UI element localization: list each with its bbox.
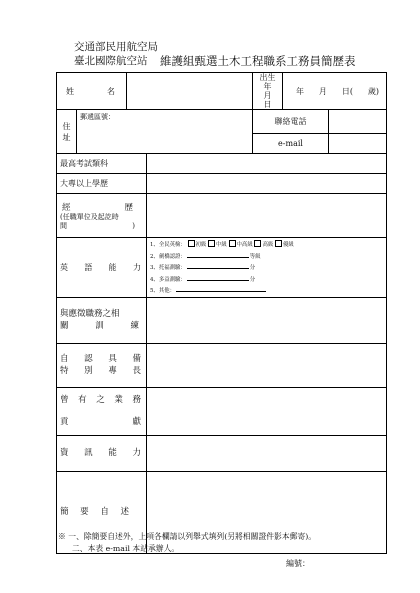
checkbox-level-1[interactable] (188, 240, 195, 247)
name-label: 姓 名 (57, 73, 127, 110)
address-field[interactable] (77, 110, 253, 154)
autobiography-label: 簡 要 自 述 (57, 471, 147, 553)
email-label: e-mail (253, 134, 329, 154)
checkbox-level-3[interactable] (229, 240, 236, 247)
phone-field[interactable] (329, 110, 387, 134)
checkbox-level-2[interactable] (208, 240, 215, 247)
birth-label: 出生年 月 日 (253, 73, 283, 110)
phone-label: 聯絡電話 (253, 110, 329, 134)
specialty-field[interactable] (147, 343, 387, 387)
row-contribution (57, 387, 387, 435)
specialty-label: 自 認 具 備 特 別 專 長 (57, 343, 147, 387)
contribution-label: 曾 有 之 業 務 貢 獻 (57, 387, 147, 435)
row-exam (57, 154, 387, 174)
toefl-blank[interactable] (187, 262, 249, 269)
checkbox-level-4[interactable] (254, 240, 261, 247)
row-experience (57, 194, 387, 238)
form-title: 維護組甄選土木工程職系工務員簡歷表 (160, 54, 356, 68)
english-field (147, 238, 387, 298)
english-label: 英 語 能 力 (57, 238, 147, 298)
row-it (57, 435, 387, 471)
cambridge-blank[interactable] (187, 251, 249, 258)
checkbox-level-5[interactable] (275, 240, 282, 247)
footer-note-2: 二、本表 e-mail 本站承辦人。 (72, 544, 180, 553)
row-training (57, 297, 387, 343)
experience-field[interactable] (147, 194, 387, 238)
org-line-2: 臺北國際航空站 (74, 55, 148, 67)
resume-table (56, 72, 387, 554)
exam-field[interactable] (147, 154, 387, 174)
other-blank[interactable] (176, 285, 266, 292)
name-field[interactable] (127, 73, 253, 110)
contribution-field[interactable] (147, 387, 387, 435)
row-college (57, 174, 387, 194)
training-label: 與應徵職務之相 關 訓 練 (57, 297, 147, 343)
exam-label: 最高考試類科 (57, 154, 147, 174)
footer-note-1: ※ 一、除簡要自述外，上項各欄請以列舉式填列(另將相關證件影本郵寄)。 (58, 532, 317, 541)
english-item-other: 5、其他： (150, 285, 383, 297)
it-field[interactable] (147, 435, 387, 471)
organization-name (74, 40, 158, 68)
english-item-toeic: 4、多益測驗： 分 (150, 274, 383, 286)
email-field[interactable] (329, 134, 387, 154)
footer-notes (58, 531, 316, 555)
postal-code-label: 郵遞區號： (80, 113, 115, 121)
experience-label: 經 歷 (任職單位及起訖時 間 ) (57, 194, 147, 238)
college-field[interactable] (147, 174, 387, 194)
english-item-cambridge: 2、劍橋認證： 等級 (150, 251, 383, 263)
training-field[interactable] (147, 297, 387, 343)
birth-date-field[interactable]: 年 月 日( 歲) (283, 73, 387, 110)
it-label: 資 訊 能 力 (57, 435, 147, 471)
english-item-gept: 1、全民英檢： 初級 中級 中高級 高級 優級 (150, 242, 294, 248)
row-name-birth (57, 73, 387, 110)
serial-number-label: 編號： (286, 559, 310, 568)
row-address-phone (57, 110, 387, 134)
row-specialty (57, 343, 387, 387)
address-label: 住址 (57, 110, 77, 154)
college-label: 大專以上學歷 (57, 174, 147, 194)
org-line-1: 交通部民用航空局 (74, 41, 158, 53)
row-english (57, 238, 387, 298)
english-item-toefl: 3、托福測驗： 分 (150, 262, 383, 274)
toeic-blank[interactable] (187, 274, 249, 281)
